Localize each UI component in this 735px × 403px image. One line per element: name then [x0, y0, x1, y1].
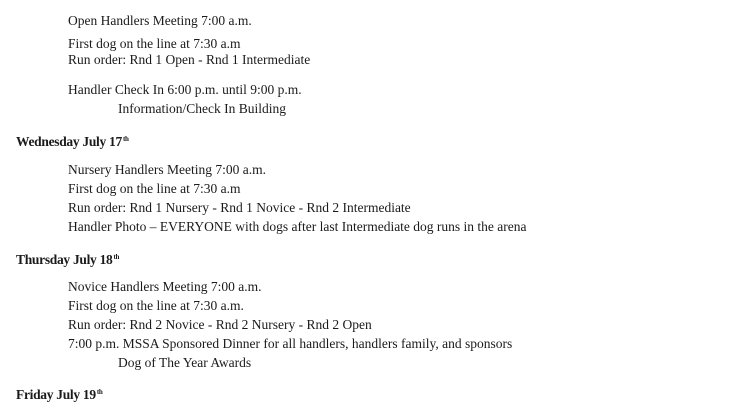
- wednesday-heading-suffix: th: [122, 135, 129, 143]
- tuesday-check-in-location: Information/Check In Building: [118, 101, 286, 116]
- tuesday-meeting-line: Open Handlers Meeting 7:00 a.m.: [68, 13, 252, 28]
- wednesday-heading: [16, 131, 129, 150]
- thursday-heading-text: Thursday July 18: [16, 252, 113, 267]
- tuesday-first-dog-line: First dog on the line at 7:30 a.m: [68, 36, 241, 51]
- thursday-heading-suffix: th: [113, 253, 120, 261]
- friday-heading-suffix: th: [96, 388, 103, 396]
- wednesday-meeting-line: Nursery Handlers Meeting 7:00 a.m.: [68, 162, 266, 177]
- friday-heading-text: Friday July 19: [16, 387, 96, 402]
- thursday-awards-line: Dog of The Year Awards: [118, 355, 252, 370]
- thursday-heading: [16, 249, 119, 268]
- wednesday-run-order-line: Run order: Rnd 1 Nursery - Rnd 1 Novice - Rnd 2 Intermediate: [68, 200, 411, 215]
- thursday-run-order-line: Run order: Rnd 2 Novice - Rnd 2 Nursery - Rnd 2 Open: [68, 317, 372, 332]
- wednesday-first-dog-line: First dog on the line at 7:30 a.m: [68, 181, 241, 196]
- wednesday-photo-line: Handler Photo – EVERYONE with dogs after last Intermediate dog runs in the arena: [68, 219, 527, 234]
- thursday-dinner-line: 7:00 p.m. MSSA Sponsored Dinner for all handlers, handlers family, and sponsors: [68, 336, 513, 351]
- wednesday-heading-text: Wednesday July 17: [16, 134, 122, 149]
- thursday-meeting-line: Novice Handlers Meeting 7:00 a.m.: [68, 279, 262, 294]
- tuesday-check-in-line: Handler Check In 6:00 p.m. until 9:00 p.m.: [68, 82, 302, 97]
- friday-heading: [16, 384, 102, 403]
- thursday-first-dog-line: First dog on the line at 7:30 a.m.: [68, 298, 244, 313]
- tuesday-run-order-line: Run order: Rnd 1 Open - Rnd 1 Intermediate: [68, 52, 311, 67]
